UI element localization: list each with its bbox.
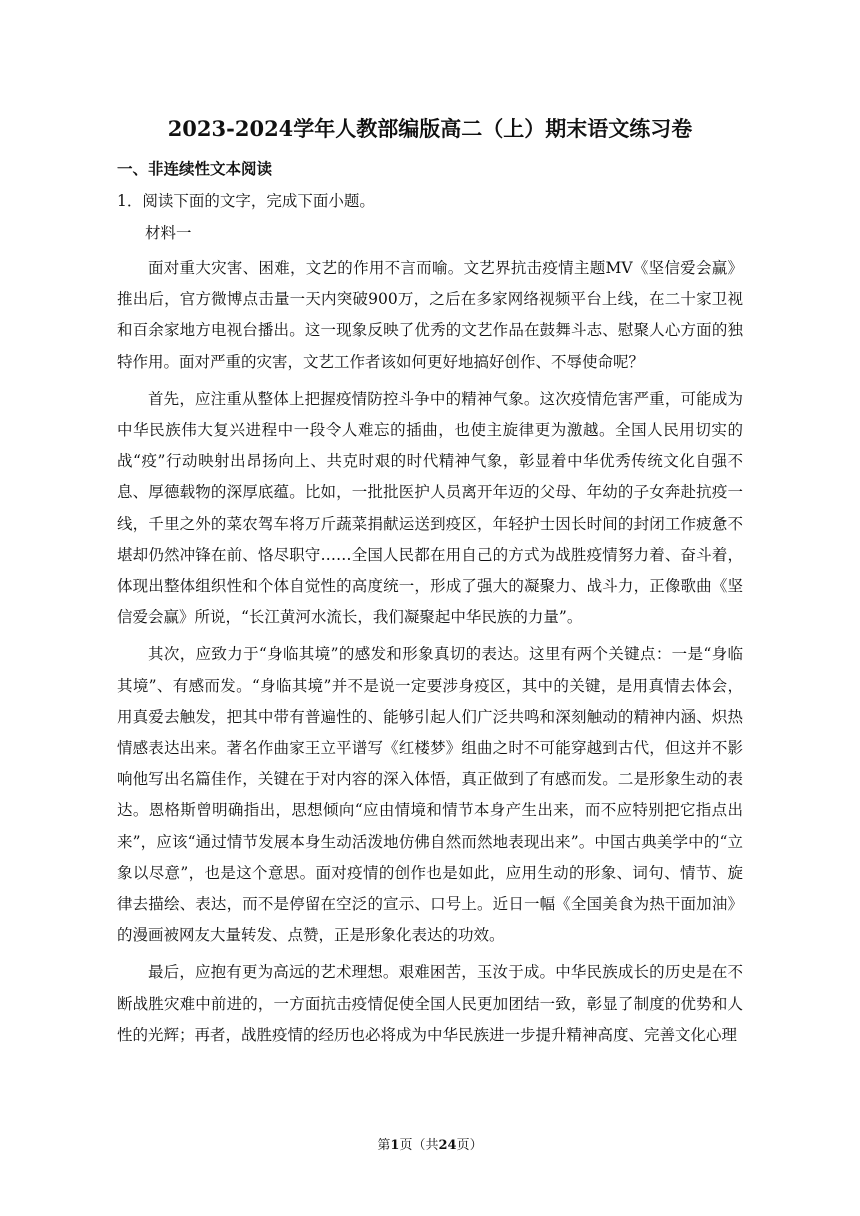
- paragraph: 其次，应致力于“身临其境”的感发和形象真切的表达。这里有两个关键点：一是“身临其境”、有感而发。“身临其境”并不是说一定要涉身疫区，其中的关键，是用真情去体会，用真爱去触发，把其中带有普遍性的、能够引起人们广泛共鸣和深刻触动的精神内涵、炽热情感表达出来。著名作曲家王立平谱写《红楼梦》组曲之时不可能穿越到古代，但这并不影响他写出名篇佳作，关键在于对内容的深入体悟，真正做到了有感而发。二是形象生动的表达。恩格斯曾明确指出，思想倾向“应由情境和情节本身产生出来，而不应特别把它指点出来”，应该“通过情节发展本身生动活泼地仿佛自然而然地表现出来”。中国古典美学中的“立象以尽意”，也是这个意思。面对疫情的创作也是如此，应用生动的形象、词句、情节、旋律去描绘、表达，而不是停留在空泛的宣示、口号上。近日一幅《全国美食为热干面加油》的漫画被网友大量转发、点赞，正是形象化表达的功效。: [117, 645, 743, 945]
- footer-prefix: 第: [377, 1138, 391, 1153]
- footer-total-pages: 24: [438, 1138, 457, 1153]
- section-heading: 一、非连续性文本阅读: [117, 159, 273, 178]
- article-body: [117, 253, 743, 1051]
- footer-suffix: 页）: [456, 1138, 483, 1153]
- question-intro: 1．阅读下面的文字，完成下面小题。: [117, 192, 375, 210]
- paragraph: 最后，应抱有更为高远的艺术理想。艰难困苦，玉汝于成。中华民族成长的历史是在不断战胜灾难中前进的，一方面抗击疫情促使全国人民更加团结一致，彰显了制度的优势和人性的光辉；再者，战胜疫情的经历也必将成为中华民族进一步提升精神高度、完善文化心理: [117, 963, 743, 1044]
- page-title: 2023-2024学年人教部编版高二（上）期末语文练习卷: [167, 116, 693, 141]
- footer-middle: 页（共: [399, 1138, 439, 1153]
- paragraph: 面对重大灾害、困难，文艺的作用不言而喻。文艺界抗击疫情主题MV《坚信爱会赢》推出后，官方微博点击量一天内突破900万，之后在多家网络视频平台上线，在二十家卫视和百余家地方电视台播出。这一现象反映了优秀的文艺作品在鼓舞斗志、慰聚人心方面的独特作用。面对严重的灾害，文艺工作者该如何更好地搞好创作、不辱使命呢？: [117, 259, 743, 371]
- paragraph: 首先，应注重从整体上把握疫情防控斗争中的精神气象。这次疫情危害严重，可能成为中华民族伟大复兴进程中一段令人难忘的插曲，也使主旋律更为激越。全国人民用切实的战“疫”行动映射出昂扬向上、共克时艰的时代精神气象，彰显着中华优秀传统文化自强不息、厚德载物的深厚底蕴。比如，一批批医护人员离开年迈的父母、年幼的子女奔赴抗疫一线，千里之外的菜农驾车将万斤蔬菜捐献运送到疫区，年轻护士因长时间的封闭工作疲惫不堪却仍然冲锋在前、恪尽职守……全国人民都在用自己的方式为战胜疫情努力着、奋斗着，体现出整体组织性和个体自觉性的高度统一，形成了强大的凝聚力、战斗力，正像歌曲《坚信爱会赢》所说，“长江黄河水流长，我们凝聚起中华民族的力量”。: [117, 389, 743, 627]
- page-footer: [0, 1137, 860, 1155]
- material-label: 材料一: [145, 224, 192, 242]
- footer-page-number: 1: [390, 1138, 400, 1153]
